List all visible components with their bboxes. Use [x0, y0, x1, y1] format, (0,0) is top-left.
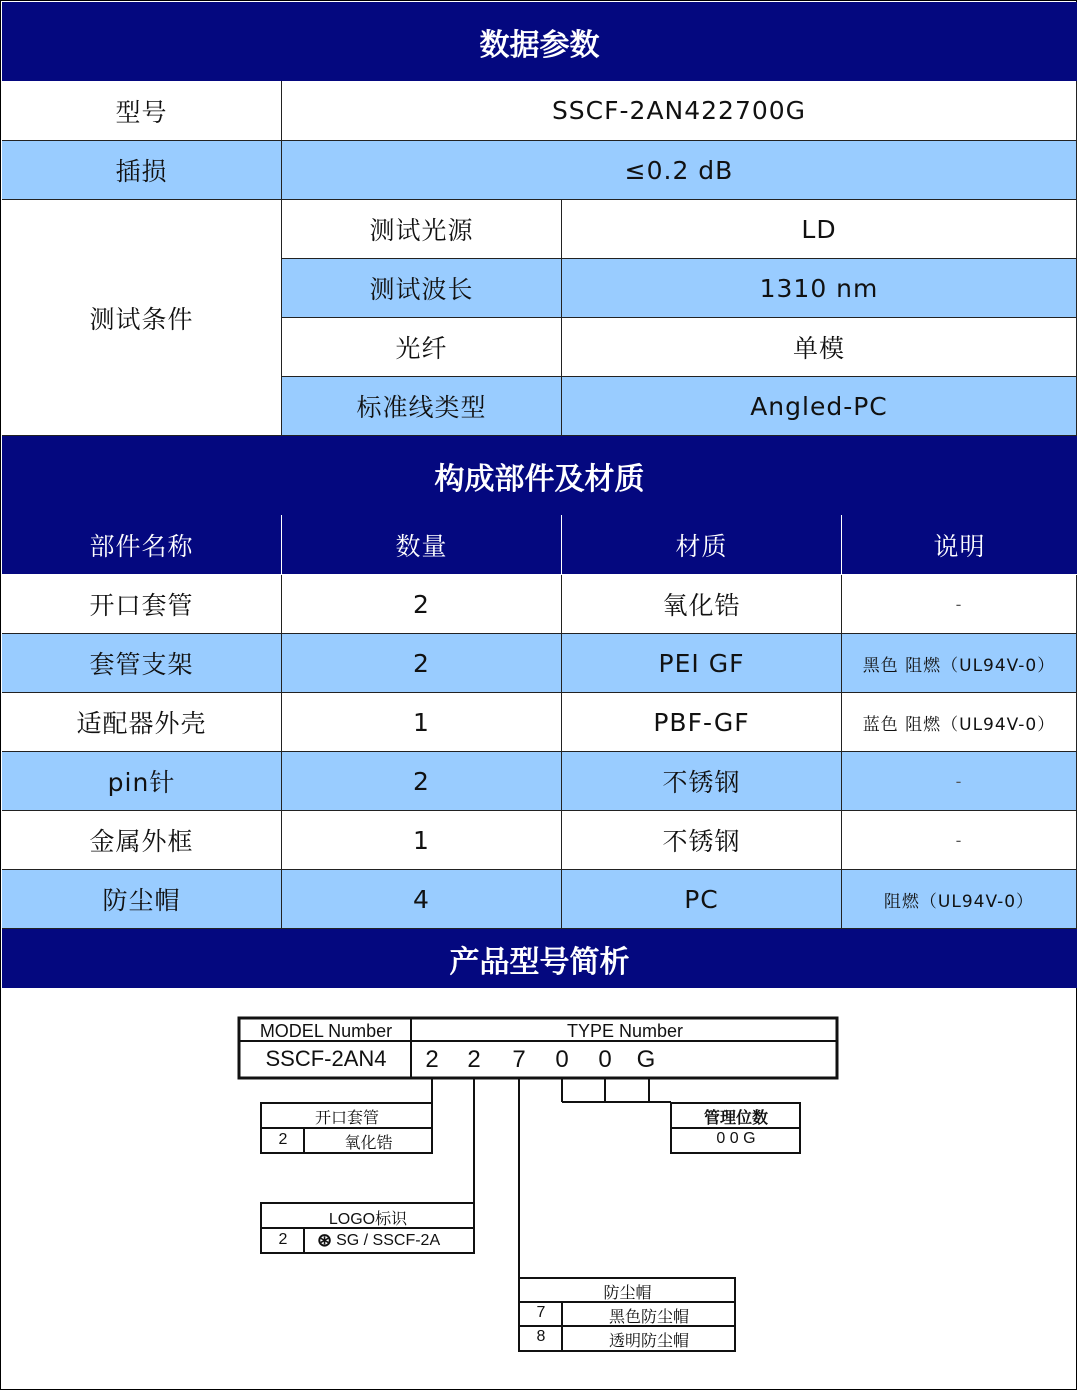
part-qty: 1 — [282, 693, 562, 752]
test-item-value: LD — [562, 200, 1077, 259]
loss-label: 插损 — [2, 141, 282, 200]
test-item-value: 单模 — [562, 318, 1077, 377]
part-material: 不锈钢 — [562, 752, 842, 811]
part-material: 不锈钢 — [562, 811, 842, 870]
cap-desc: 黑色防尘帽 — [608, 1309, 689, 1326]
part-qty: 2 — [282, 575, 562, 634]
model-number-value: SSCF-2AN4 — [265, 1046, 387, 1071]
type-digit: 2 — [425, 1046, 439, 1073]
part-name: 适配器外壳 — [2, 693, 282, 752]
part-note: - — [842, 811, 1077, 870]
cap-title: 防尘帽 — [603, 1285, 652, 1302]
type-digit: 0 — [555, 1046, 569, 1073]
type-digit: 2 — [467, 1046, 481, 1073]
test-item-label: 标准线类型 — [282, 377, 562, 436]
test-item-value: Angled-PC — [562, 377, 1077, 436]
part-name: pin针 — [2, 752, 282, 811]
sg-logo-icon: ⊛ — [317, 1230, 333, 1250]
part-qty: 1 — [282, 811, 562, 870]
part-note: 黑色 阻燃（UL94V-0） — [842, 634, 1077, 693]
params-section-title: 数据参数 — [2, 2, 1077, 81]
test-conditions-label: 测试条件 — [2, 200, 282, 436]
logo-desc-text: SG / SSCF-2A — [336, 1231, 441, 1249]
part-material: PBF-GF — [562, 693, 842, 752]
model-value: SSCF-2AN422700G — [282, 81, 1077, 141]
test-item-label: 光纤 — [282, 318, 562, 377]
model-section-title: 产品型号简析 — [2, 929, 1077, 988]
mgmt-code: 0 0 G — [716, 1130, 756, 1147]
part-name: 金属外框 — [2, 811, 282, 870]
model-number-label: MODEL Number — [259, 1021, 393, 1041]
test-item-value: 1310 nm — [562, 259, 1077, 318]
part-qty: 2 — [282, 634, 562, 693]
type-digit: 7 — [512, 1046, 526, 1073]
loss-value: ≤0.2 dB — [282, 141, 1077, 200]
cap-code: 7 — [536, 1304, 546, 1321]
test-item-label: 测试波长 — [282, 259, 562, 318]
type-digit: G — [636, 1046, 656, 1073]
part-qty: 2 — [282, 752, 562, 811]
parts-header-material: 材质 — [562, 515, 842, 575]
test-item-label: 测试光源 — [282, 200, 562, 259]
logo-desc — [317, 1230, 474, 1251]
model-number-diagram — [1, 988, 1077, 1388]
part-material: PC — [562, 870, 842, 929]
logo-title: LOGO标识 — [328, 1211, 408, 1228]
part-name: 开口套管 — [2, 575, 282, 634]
type-digit: 0 — [598, 1046, 612, 1073]
part-note: - — [842, 752, 1077, 811]
sleeve-title: 开口套管 — [314, 1110, 379, 1127]
logo-code: 2 — [278, 1231, 288, 1248]
sleeve-code: 2 — [278, 1131, 288, 1148]
part-material: 氧化锆 — [562, 575, 842, 634]
cap-desc: 透明防尘帽 — [608, 1333, 689, 1350]
parts-header-note: 说明 — [842, 515, 1077, 575]
parts-header-qty: 数量 — [282, 515, 562, 575]
parts-section-title: 构成部件及材质 — [2, 436, 1077, 515]
part-qty: 4 — [282, 870, 562, 929]
part-note: 阻燃（UL94V-0） — [842, 870, 1077, 929]
model-label: 型号 — [2, 81, 282, 141]
sleeve-desc: 氧化锆 — [344, 1135, 393, 1152]
mgmt-title: 管理位数 — [703, 1110, 768, 1127]
part-material: PEI GF — [562, 634, 842, 693]
part-note: - — [842, 575, 1077, 634]
part-name: 套管支架 — [2, 634, 282, 693]
part-name: 防尘帽 — [2, 870, 282, 929]
cap-code: 8 — [536, 1328, 546, 1345]
type-number-label: TYPE Number — [566, 1021, 684, 1041]
part-note: 蓝色 阻燃（UL94V-0） — [842, 693, 1077, 752]
parts-header-name: 部件名称 — [2, 515, 282, 575]
